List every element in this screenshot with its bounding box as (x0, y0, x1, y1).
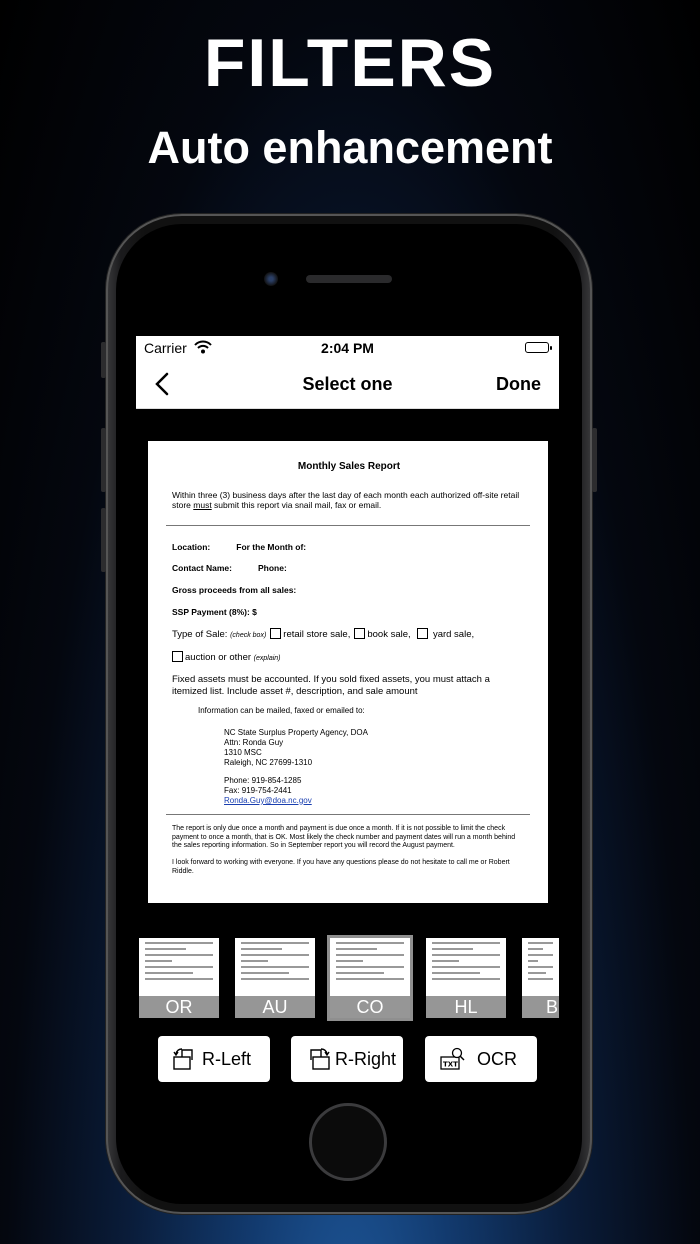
status-time: 2:04 PM (321, 340, 374, 356)
earpiece-speaker (306, 275, 392, 283)
carrier-label: Carrier (144, 340, 187, 356)
ocr-button[interactable] (425, 1036, 537, 1082)
doc-info: Information can be mailed, faxed or emailed to: (198, 705, 365, 715)
doc-title: Monthly Sales Report (297, 461, 401, 472)
filter-thumb-or[interactable] (139, 938, 219, 1018)
battery-icon (525, 342, 549, 353)
rotate-left-label: R-Left (202, 1049, 252, 1069)
filter-label: B (522, 996, 559, 1018)
filter-label: OR (139, 996, 219, 1018)
filter-thumb-hl[interactable] (426, 938, 506, 1018)
doc-divider (166, 525, 530, 526)
navigation-bar (136, 360, 559, 409)
volume-up-button (101, 428, 106, 492)
doc-contact-row: Contact Name: Phone: (172, 563, 287, 574)
ocr-txt-icon (439, 1046, 467, 1077)
doc-sale-type-row: Type of Sale: (check box) retail store sale, book sale, yard sale, (172, 629, 475, 641)
rotate-left-icon (172, 1046, 198, 1077)
rotate-left-button[interactable] (158, 1036, 270, 1082)
doc-intro: Within three (3) business days after the last day of each month each authorized off-site retail store must submit this report via snail mail, fax or email. (172, 489, 520, 511)
rotate-right-label: R-Right (335, 1049, 397, 1069)
filter-label: HL (426, 996, 506, 1018)
rotate-right-button[interactable] (291, 1036, 403, 1082)
doc-divider-2 (166, 814, 530, 815)
filter-label: CO (330, 996, 410, 1018)
filter-strip (136, 936, 559, 1020)
power-button (592, 428, 597, 492)
doc-location-row: Location: For the Month of: (172, 541, 307, 552)
filter-thumb-b[interactable] (522, 938, 559, 1018)
home-button[interactable] (309, 1103, 387, 1181)
filter-label: AU (235, 996, 315, 1018)
volume-down-button (101, 508, 106, 572)
doc-note-2: I look forward to working with everyone. If you have any questions please do not hesitate to call me or Robert Riddle. (172, 859, 510, 875)
hero-subtitle: Auto enhancement (147, 122, 553, 173)
doc-contact-info: Phone: 919-854-1285 Fax: 919-754-2441 Ronda.Guy@doa.nc.gov (224, 775, 312, 805)
status-bar (136, 336, 559, 360)
doc-fixed-assets: Fixed assets must be accounted. If you sold fixed assets, you must attach a itemized list. Include asset #, description, and sale amount (172, 674, 490, 697)
ocr-label: OCR (477, 1049, 517, 1069)
filter-thumb-au[interactable] (235, 938, 315, 1018)
mute-switch (101, 342, 106, 378)
app-screen (136, 336, 559, 1089)
document-preview (148, 441, 548, 903)
doc-sale-other-row: auction or other (explain) (172, 651, 526, 664)
doc-gross-row: Gross proceeds from all sales: (172, 585, 297, 595)
doc-address: NC State Surplus Property Agency, DOA Attn: Ronda Guy 1310 MSC Raleigh, NC 27699-1310 (224, 727, 368, 767)
front-camera (264, 272, 278, 286)
rotate-right-icon (305, 1046, 331, 1077)
doc-note-1: The report is only due once a month and payment is due once a month. If it is not possible to limit the check payment to once a month, that is OK. Most likely the check number and payment dates will run a month behind the sales reporting information. So in September report you will record the August payment. (172, 824, 516, 850)
doc-ssp-row: SSP Payment (8%): $ (172, 606, 257, 617)
done-button[interactable]: Done (496, 374, 541, 394)
filter-thumb-co[interactable] (330, 938, 410, 1018)
nav-title: Select one (302, 374, 393, 394)
hero-title: FILTERS (203, 25, 497, 101)
svg-text:TXT: TXT (443, 1060, 458, 1069)
